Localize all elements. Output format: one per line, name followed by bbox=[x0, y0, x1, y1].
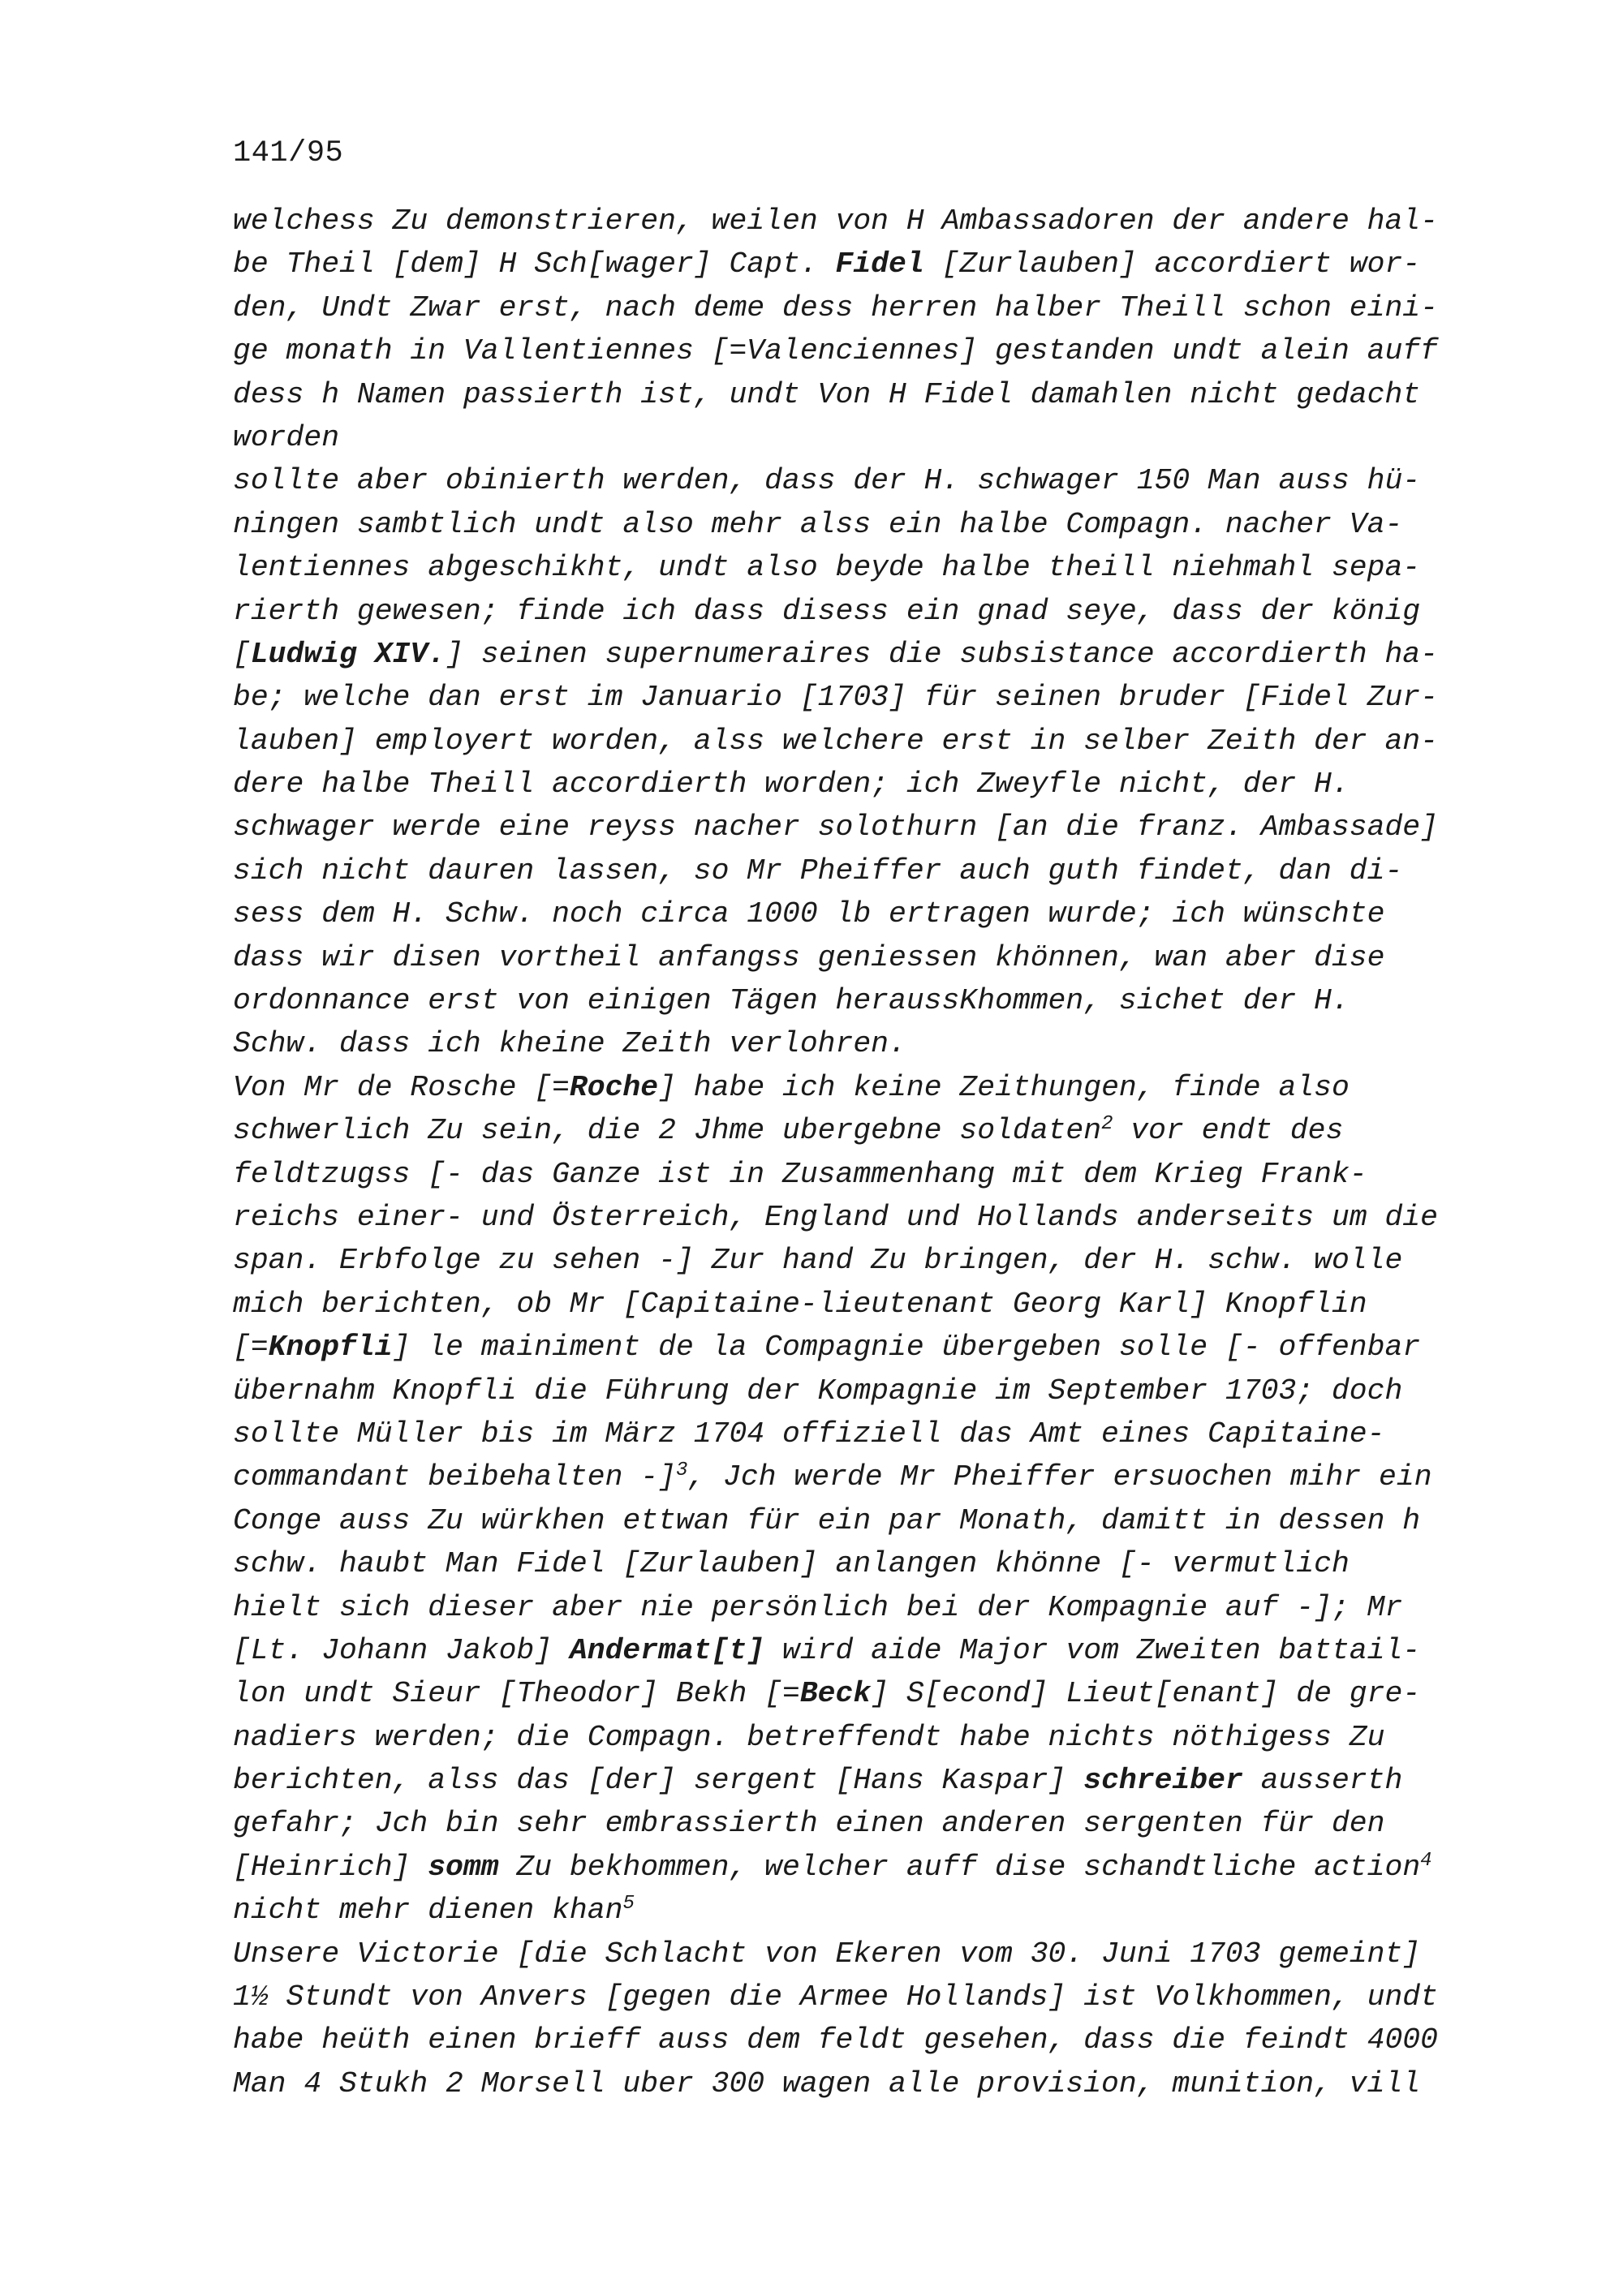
text-line: welchess Zu demonstrieren, weilen von H Ambassadoren der andere hal- bbox=[233, 204, 1438, 238]
text-line: den, Undt Zwar erst, nach deme dess herren halber Theill schon eini- bbox=[233, 290, 1438, 325]
text-line: hielt sich dieser aber nie persönlich bei der Kompagnie auf -]; Mr bbox=[233, 1590, 1403, 1624]
bold-name: Andermat[t] bbox=[569, 1633, 765, 1667]
text-line: habe heüth einen brieff auss dem feldt gesehen, dass die feindt 4000 bbox=[233, 2023, 1438, 2057]
text-line: [Heinrich] somm Zu bekhommen, welcher auff dise schandtliche action$^4$ bbox=[233, 1849, 1432, 1884]
text-line: schwerlich Zu sein, die 2 Jhme ubergebne soldaten$^2$ vor endt des bbox=[233, 1113, 1344, 1148]
text-line: [Lt. Johann Jakob] Andermat[t] wird aide Major vom Zweiten battail- bbox=[233, 1633, 1421, 1667]
text-line: Schw. dass ich kheine Zeith verlohren. bbox=[233, 1027, 906, 1061]
text-line: ge monath in Vallentiennes [=Valenciennes] gestanden undt alein auff bbox=[233, 334, 1438, 368]
bold-name: Knopfli bbox=[268, 1331, 393, 1365]
text-line: ordonnance erst von einigen Tägen heraussKhommen, sichet der H. bbox=[233, 984, 1350, 1018]
text-line: dass wir disen vortheil anfangss geniessen khönnen, wan aber dise bbox=[233, 940, 1385, 974]
text-line: Conge auss Zu würkhen ettwan für ein par Monath, damitt in dessen h bbox=[233, 1503, 1421, 1537]
footnote-ref: 4 bbox=[1420, 1849, 1432, 1872]
text-line: be; welche dan erst im Januario [1703] für seinen bruder [Fidel Zur- bbox=[233, 681, 1438, 715]
text-line: [=Knopfli] le mainiment de la Compagnie übergeben solle [- offenbar bbox=[233, 1331, 1421, 1365]
bold-name: Roche bbox=[569, 1070, 659, 1104]
page-number: 141/95 bbox=[233, 136, 344, 170]
text-line: berichten, alss das [der] sergent [Hans Kaspar] schreiber ausserth bbox=[233, 1764, 1403, 1798]
text-line: commandant beibehalten -]$^3$, Jch werde Mr Pheiffer ersuochen mihr ein bbox=[233, 1460, 1432, 1494]
text-line: lon undt Sieur [Theodor] Bekh [=Beck] S[econd] Lieut[enant] de gre- bbox=[233, 1677, 1421, 1711]
bold-name: Beck bbox=[799, 1677, 872, 1711]
bold-name: Ludwig XIV. bbox=[250, 637, 446, 671]
text-line: nicht mehr dienen khan$^5$ bbox=[233, 1893, 635, 1928]
bold-name: somm bbox=[428, 1850, 499, 1884]
text-line: reichs einer- und Österreich, England und Hollands anderseits um die bbox=[233, 1200, 1438, 1234]
letter-transcription bbox=[233, 200, 1499, 2105]
text-line: sess dem H. Schw. noch circa 1000 lb ertragen wurde; ich wünschte bbox=[233, 897, 1385, 931]
text-line: worden bbox=[233, 420, 340, 454]
text-line: 1½ Stundt von Anvers [gegen die Armee Hollands] ist Volkhommen, undt bbox=[233, 1980, 1438, 2014]
text-line: Man 4 Stukh 2 Morsell uber 300 wagen alle provision, munition, vill bbox=[233, 2066, 1421, 2100]
text-line: sollte Müller bis im März 1704 offiziell das Amt eines Capitaine- bbox=[233, 1417, 1385, 1451]
text-line: übernahm Knopfli die Führung der Kompagnie im September 1703; doch bbox=[233, 1374, 1403, 1408]
text-line: lentiennes abgeschikht, undt also beyde halbe theill niehmahl sepa- bbox=[233, 551, 1421, 585]
text-line: Von Mr de Rosche [=Roche] habe ich keine Zeithungen, finde also bbox=[233, 1070, 1350, 1104]
text-line: schw. haubt Man Fidel [Zurlauben] anlangen khönne [- vermutlich bbox=[233, 1547, 1350, 1581]
bold-name: Fidel bbox=[835, 247, 924, 282]
text-line: feldtzugss [- das Ganze ist in Zusammenhang mit dem Krieg Frank- bbox=[233, 1157, 1367, 1191]
bold-name: schreiber bbox=[1083, 1764, 1243, 1798]
text-line: sollte aber obinierth werden, dass der H. schwager 150 Man auss hü- bbox=[233, 464, 1421, 498]
text-line: lauben] employert worden, alss welchere erst in selber Zeith der an- bbox=[233, 724, 1438, 758]
text-line: span. Erbfolge zu sehen -] Zur hand Zu bringen, der H. schw. wolle bbox=[233, 1244, 1403, 1278]
text-line: sich nicht dauren lassen, so Mr Pheiffer auch guth findet, dan di- bbox=[233, 853, 1403, 888]
text-line: ningen sambtlich undt also mehr alss ein halbe Compagn. nacher Va- bbox=[233, 507, 1403, 541]
text-line: rierth gewesen; finde ich dass disess ein gnad seye, dass der könig bbox=[233, 594, 1421, 628]
text-line: nadiers werden; die Compagn. betreffendt habe nichts nöthigess Zu bbox=[233, 1720, 1385, 1754]
text-line: be Theil [dem] H Sch[wager] Capt. Fidel [Zurlauben] accordiert wor- bbox=[233, 247, 1421, 282]
text-line: [Ludwig XIV.] seinen supernumeraires die subsistance accordierth ha- bbox=[233, 637, 1438, 671]
text-line: schwager werde eine reyss nacher solothurn [an die franz. Ambassade] bbox=[233, 810, 1438, 845]
footnote-ref: 2 bbox=[1101, 1113, 1113, 1136]
text-line: Unsere Victorie [die Schlacht von Ekeren vom 30. Juni 1703 gemeint] bbox=[233, 1937, 1421, 1971]
text-line: mich berichten, ob Mr [Capitaine-lieutenant Georg Karl] Knopflin bbox=[233, 1287, 1367, 1321]
text-line: gefahr; Jch bin sehr embrassierth einen anderen sergenten für den bbox=[233, 1807, 1385, 1841]
text-line: dere halbe Theill accordierth worden; ich Zweyfle nicht, der H. bbox=[233, 767, 1350, 802]
text-line: dess h Namen passierth ist, undt Von H Fidel damahlen nicht gedacht bbox=[233, 377, 1421, 411]
footnote-ref: 3 bbox=[675, 1460, 688, 1482]
footnote-ref: 5 bbox=[622, 1893, 635, 1915]
